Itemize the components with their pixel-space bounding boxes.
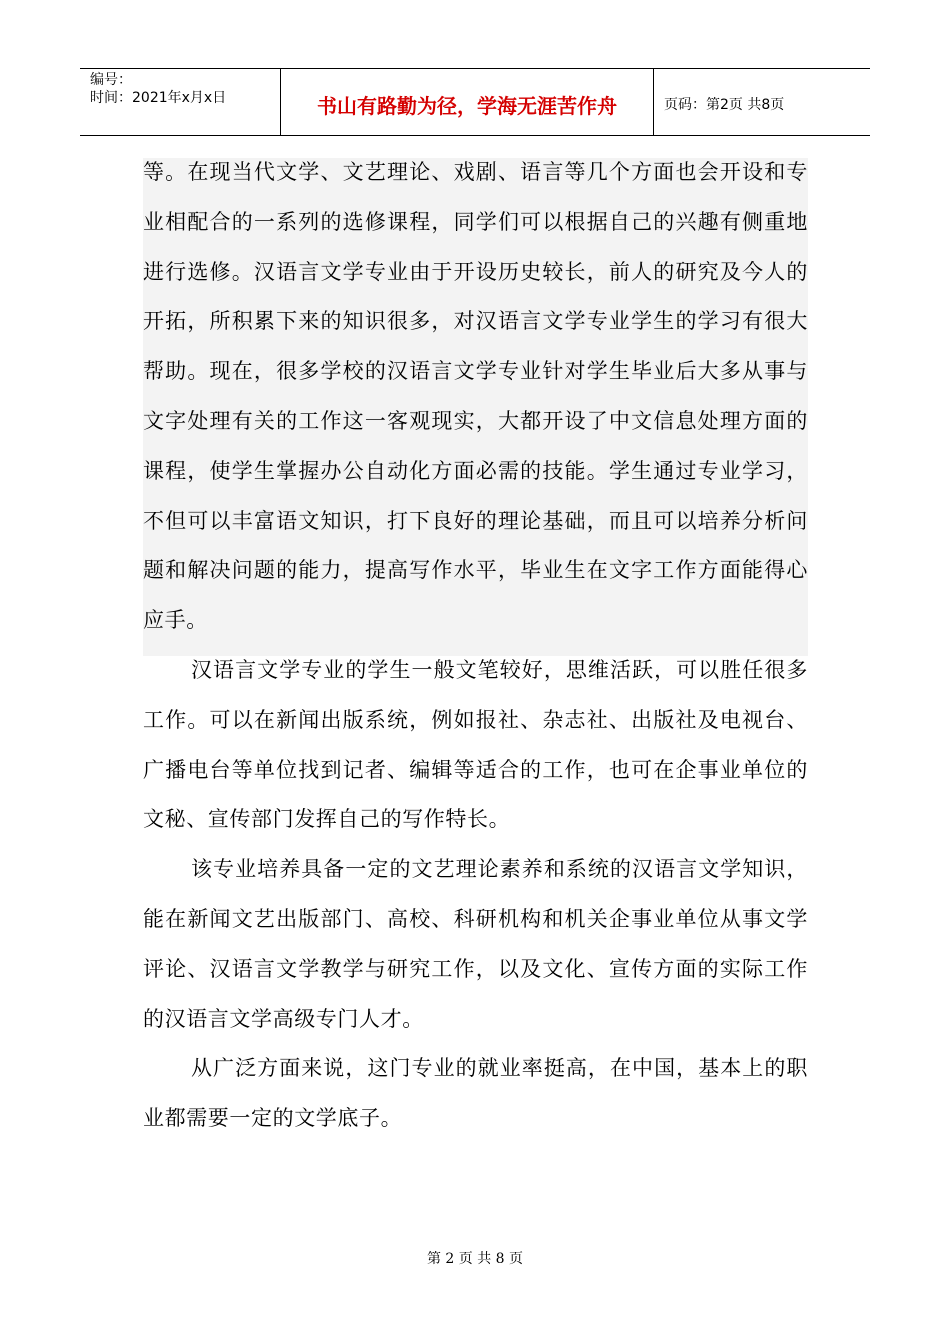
header-page-number: 页码：第2页 共8页 bbox=[664, 97, 785, 113]
header-motto: 书山有路勤为径，学海无涯苦作舟 bbox=[317, 93, 617, 118]
document-number-label: 编号： bbox=[90, 72, 132, 88]
header-page-cell bbox=[654, 69, 870, 135]
page-header bbox=[80, 68, 870, 136]
body-paragraph-4: 从广泛方面来说，这门专业的就业率挺高，在中国，基本上的职业都需要一定的文学底子。 bbox=[143, 1056, 808, 1131]
body-paragraph-2: 汉语言文学专业的学生一般文笔较好，思维活跃，可以胜任很多工作。可以在新闻出版系统，例如报社、杂志社、出版社及电视台、广播电台等单位找到记者、编辑等适合的工作，也可在企事业单位的文秘、宣传部门发挥自己的写作特长。 bbox=[143, 657, 808, 832]
page-footer bbox=[0, 1248, 950, 1268]
document-body bbox=[143, 148, 808, 1144]
body-paragraph-1: 等。在现当代文学、文艺理论、戏剧、语言等几个方面也会开设和专业相配合的一系列的选修课程，同学们可以根据自己的兴趣有侧重地进行选修。汉语言文学专业由于开设历史较长，前人的研究及今人的开拓，所积累下来的知识很多，对汉语言文学专业学生的学习有很大帮助。现在，很多学校的汉语言文学专业针对学生毕业后大多从事与文字处理有关的工作这一客观现实，大都开设了中文信息处理方面的课程，使学生掌握办公自动化方面必需的技能。学生通过专业学习，不但可以丰富语文知识，打下良好的理论基础，而且可以培养分析问题和解决问题的能力，提高写作水平，毕业生在文字工作方面能得心应手。 bbox=[143, 160, 808, 633]
header-meta-cell bbox=[80, 69, 281, 135]
header-motto-cell bbox=[281, 69, 654, 135]
body-paragraph-3: 该专业培养具备一定的文艺理论素养和系统的汉语言文学知识，能在新闻文艺出版部门、高校、科研机构和机关企事业单位从事文学评论、汉语言文学教学与研究工作，以及文化、宣传方面的实际工作的汉语言文学高级专门人才。 bbox=[143, 857, 808, 1031]
document-time-label: 时间：2021年x月x日 bbox=[90, 90, 227, 106]
footer-page-number: 第 2 页 共 8 页 bbox=[426, 1251, 524, 1267]
